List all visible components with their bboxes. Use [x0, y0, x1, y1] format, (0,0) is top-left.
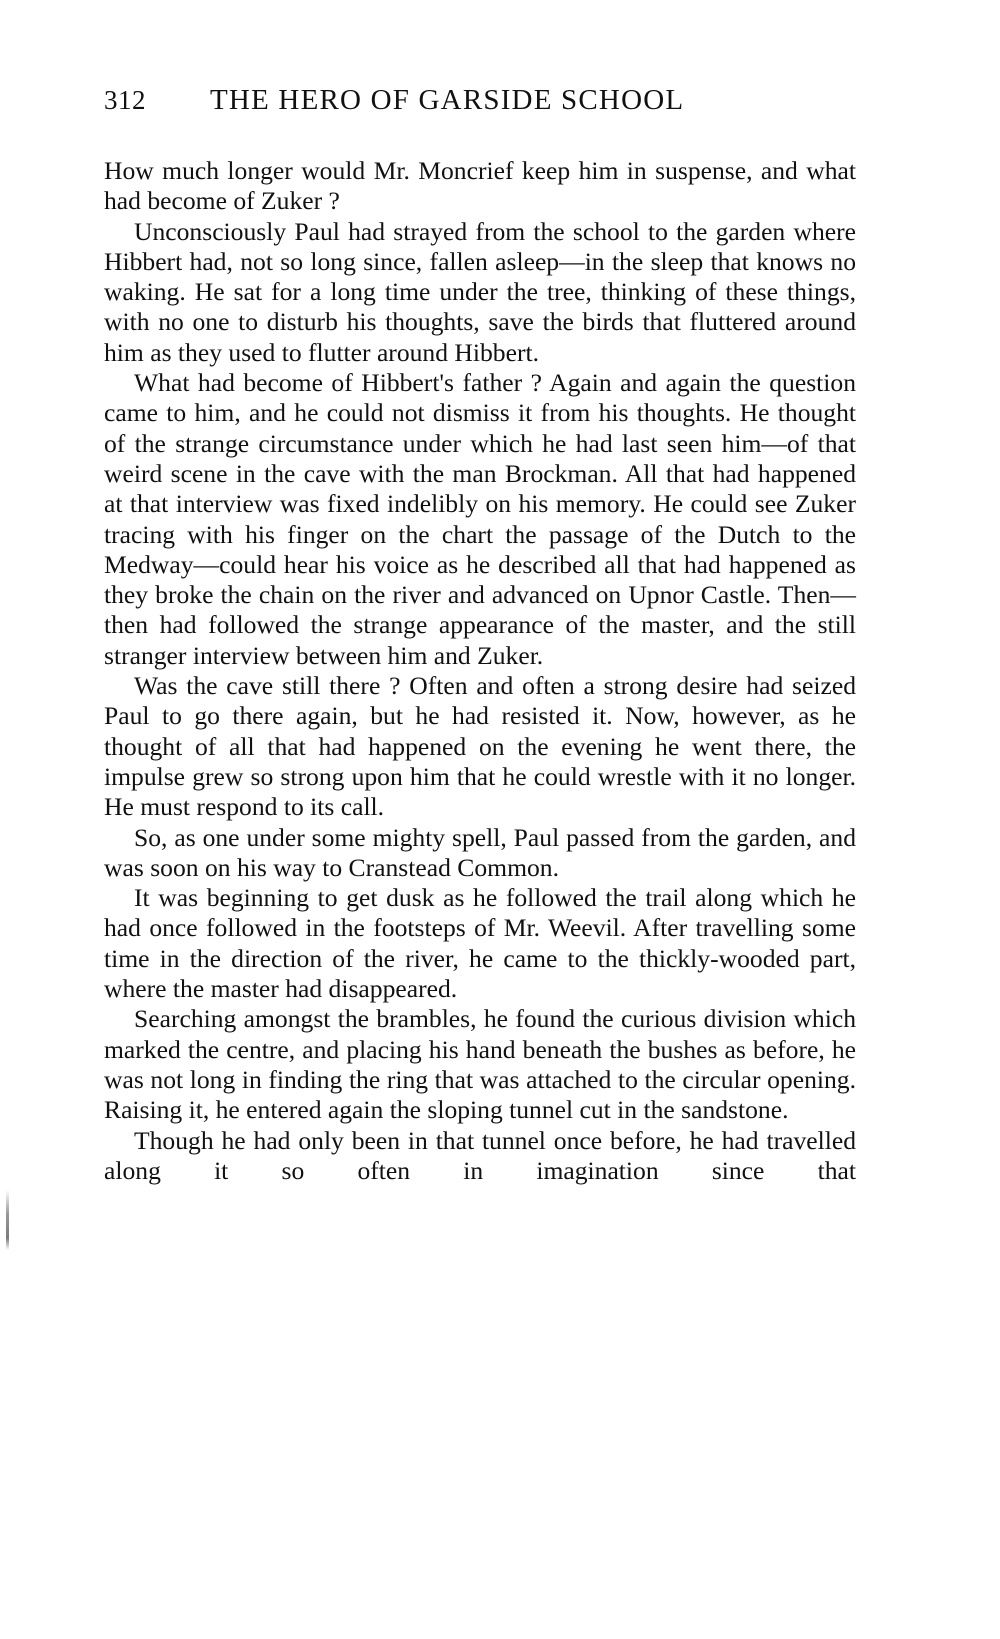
paragraph-2: Unconsciously Paul had strayed from the school to the garden where Hibbert had, not so long since, fallen asleep—in the sleep that knows no waking. He sat for a long time under the tree, thinking of these things, with no one to disturb his thoughts, save the birds that fluttered around him as they used to flutter around Hibbert.: [104, 216, 856, 367]
paragraph-4: Was the cave still there ? Often and often a strong desire had seized Paul to go there again, but he had resisted it. Now, however, as he thought of all that had happened on the evening he went there, the impulse grew so strong upon him that he could wrestle with it no longer. He must respond to its call.: [104, 671, 856, 822]
book-title: THE HERO OF GARSIDE SCHOOL: [210, 84, 685, 116]
running-head: [104, 84, 856, 128]
paragraph-8: Though he had only been in that tunnel once before, he had travelled along it so often in imagination since that: [104, 1125, 856, 1185]
book-page: [104, 84, 856, 1186]
body-text: [104, 156, 856, 1186]
paragraph-3: What had become of Hibbert's father ? Again and again the question came to him, and he could not dismiss it from his thoughts. He thought of the strange circumstance under which he had last seen him—of that weird scene in the cave with the man Brockman. All that had happened at that interview was fixed indelibly on his memory. He could see Zuker tracing with his finger on the chart the passage of the Dutch to the Medway—could hear his voice as he described all that had happened as they broke the chain on the river and advanced on Upnor Castle. Then—then had followed the strange appearance of the master, and the still stranger interview between him and Zuker.: [104, 368, 856, 670]
paragraph-6: It was beginning to get dusk as he followed the trail along which he had once followed in the footsteps of Mr. Weevil. After travelling some time in the direction of the river, he came to the thickly-wooded part, where the master had disappeared.: [104, 883, 856, 1004]
margin-scan-mark: [6, 1190, 9, 1250]
paragraph-1: How much longer would Mr. Moncrief keep him in suspense, and what had become of Zuker ?: [104, 156, 856, 216]
paragraph-7: Searching amongst the brambles, he found the curious division which marked the centre, and placing his hand beneath the bushes as before, he was not long in finding the ring that was attached to the circular opening. Raising it, he entered again the sloping tunnel cut in the sandstone.: [104, 1004, 856, 1125]
page-number: 312: [104, 85, 146, 115]
paragraph-5: So, as one under some mighty spell, Paul passed from the garden, and was soon on his way to Cranstead Common.: [104, 822, 856, 882]
